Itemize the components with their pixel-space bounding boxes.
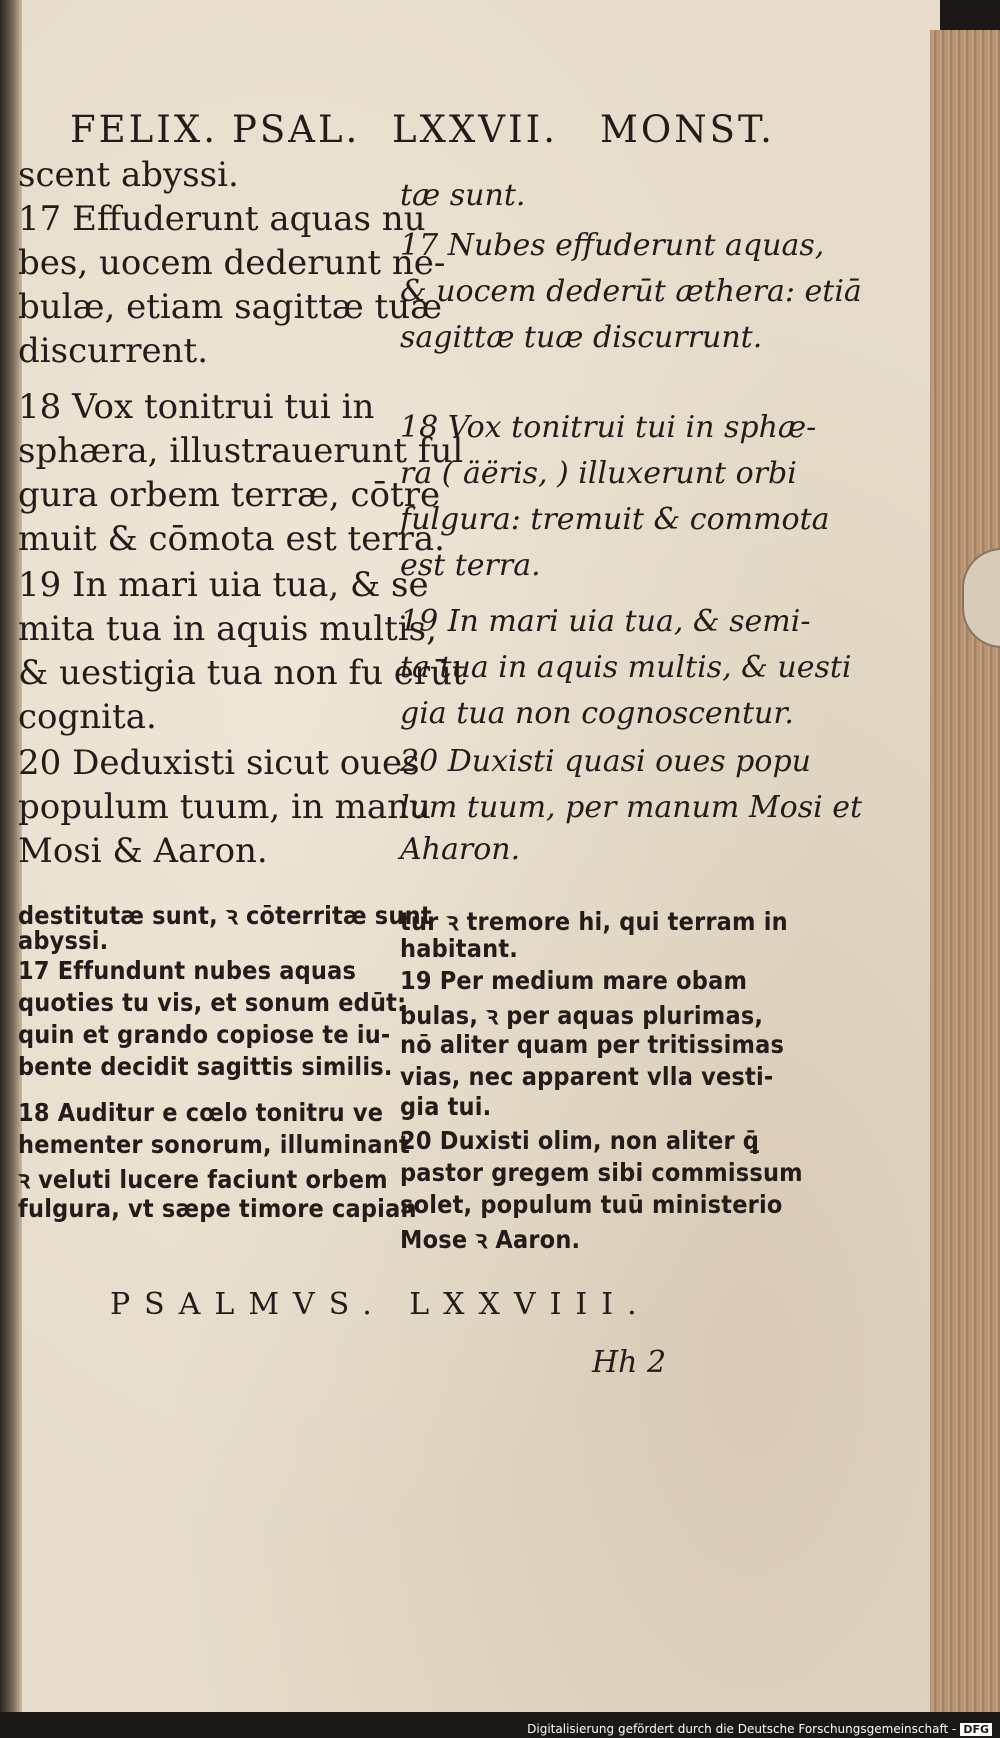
text-line: cognita. [18,697,157,737]
text-line: populum tuum, in manu [18,787,431,827]
text-line: vias, nec apparent vlla vesti- [400,1062,774,1091]
text-line: 20 Duxisti olim, non aliter ꝗ̄ [400,1126,760,1155]
text-line: pastor gregem sibi commissum [400,1158,803,1187]
text-line: mita tua in aquis multis, [18,609,437,649]
text-line: discurrent. [18,331,209,371]
text-line: tæ sunt. [400,178,526,213]
text-line: 19 In mari uia tua, & semi- [400,604,811,639]
text-line: bes, uocem dederunt ne- [18,243,446,283]
running-header-number: LXXVII. [392,108,558,151]
text-line: ꝛ veluti lucere faciunt orbem [18,1165,388,1194]
text-line: bente decidit sagittis similis. [18,1052,393,1081]
page-edges [930,30,1000,1712]
text-line: tur ꝛ tremore hi, qui terram in [400,907,788,936]
text-line: 20 Duxisti quasi oues popu [400,744,811,779]
text-line: gura orbem terræ, cōtre [18,475,441,515]
text-line: ra ( äëris, ) illuxerunt orbi [400,456,797,491]
credit-text: Digitalisierung gefördert durch die Deutsche Forschungsgemeinschaft - [527,1722,957,1736]
text-line: 18 Vox tonitrui tui in sphæ- [400,410,817,445]
running-header-right: MONST. [600,108,775,151]
text-line: lum tuum, per manum Mosi et [400,790,863,825]
text-line: sagittæ tuæ discurrunt. [400,320,763,355]
text-line: bulas, ꝛ per aquas plurimas, [400,1001,764,1030]
text-line: 20 Deduxisti sicut oues [18,743,420,783]
text-line: scent abyssi. [18,155,239,195]
text-line: gia tua non cognoscentur. [400,696,794,731]
text-line: 19 Per medium mare obam [400,966,748,995]
text-line: 18 Auditur e cœlo tonitru ve [18,1098,384,1127]
latin-italic-column [400,178,863,867]
text-line: sphæra, illustrauerunt ful [18,431,464,471]
text-line: fulgura, vt sæpe timore capian [18,1194,417,1223]
text-line: ta tua in aquis multis, & uesti [400,650,852,685]
text-line: habitant. [400,934,519,963]
text-line: 17 Effuderunt aquas nu [18,199,426,239]
text-line: & uocem dederūt æthera: etiā [400,274,862,309]
text-line: est terra. [400,548,541,583]
text-line: 17 Nubes effuderunt aquas, [400,228,825,263]
text-line: Aharon. [400,832,521,867]
next-psalm-heading: PSALMVS. LXXVIII. [110,1287,651,1322]
running-header-psal: PSAL. [232,108,361,151]
text-line: quoties tu vis, et sonum edūt: [18,988,407,1017]
running-header-left: FELIX. [70,108,218,151]
text-line: nō aliter quam per tritissimas [400,1030,785,1059]
text-line: quin et grando copiose te iu- [18,1020,391,1049]
text-line: Mosi & Aaron. [18,831,268,871]
text-line: & uestigia tua non fu erūt [18,653,466,693]
text-line: gia tui. [400,1092,492,1121]
text-line: solet, populum tuū ministerio [400,1190,783,1219]
text-line: 18 Vox tonitrui tui in [18,387,375,427]
text-line: 19 In mari uia tua, & se [18,565,429,605]
text-line: muit & cōmota est terra. [18,519,445,559]
text-line: Mose ꝛ Aaron. [400,1225,581,1254]
gloss-column-left [18,898,432,1238]
digitization-credit [527,1722,992,1736]
text-line: fulgura: tremuit & commota [400,502,830,537]
text-line: hementer sonorum, illuminant [18,1130,410,1159]
text-line: abyssi. [18,926,109,955]
text-line: destitutæ sunt, ꝛ cōterritæ sunt [18,901,432,930]
text-line: 17 Effundunt nubes aquas [18,956,357,985]
text-line: bulæ, etiam sagittæ tuæ [18,287,443,327]
gloss-column-right [400,904,820,1254]
dfg-logo: DFG [960,1723,992,1736]
signature-mark: Hh 2 [592,1345,667,1380]
